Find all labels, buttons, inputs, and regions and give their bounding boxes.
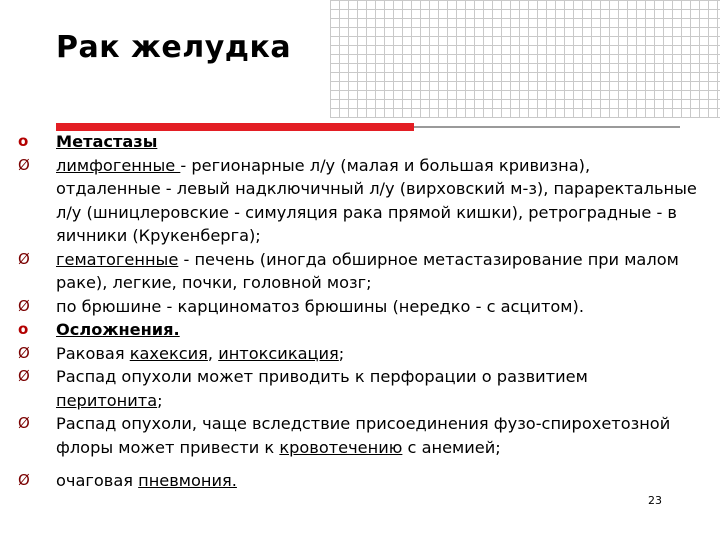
list-item-text — [56, 320, 180, 339]
text-run: Метастазы — [56, 132, 158, 151]
list-item-text — [56, 344, 344, 363]
text-run: интоксикация — [218, 343, 339, 363]
square-bullet-icon: o — [18, 132, 29, 150]
text-run: Распад опухоли может приводить к перфорации о развитием — [56, 367, 588, 386]
list-item-text — [56, 250, 679, 293]
arrow-bullet-icon: Ø — [18, 296, 30, 315]
text-run: по брюшине - карциноматоз брюшины (нередко - с асцитом). — [56, 296, 584, 316]
text-run: ; — [157, 390, 163, 410]
list-item-text — [56, 297, 584, 316]
list-item — [18, 154, 698, 248]
list-item-text — [56, 367, 588, 410]
text-run: - регионарные л/у (малая и большая кривизна), отдаленные - левый надключичный л/у (вирховский м-з), параректальные л/у (шницлеровские - симуляция рака прямой кишки), ретроградные - в яичники (Крукенберга); — [56, 155, 697, 245]
text-run: пневмония. — [138, 471, 237, 490]
list-item-text — [56, 132, 157, 151]
list-item — [18, 130, 698, 154]
text-run: с анемией; — [402, 437, 501, 457]
text-run: Распад опухоли, чаще вследствие присоединения фузо-спирохетозной флоры может привести к — [56, 414, 671, 457]
arrow-bullet-icon: Ø — [18, 343, 30, 362]
arrow-bullet-icon: Ø — [18, 471, 30, 489]
list-item — [18, 318, 698, 342]
title-divider-line — [414, 126, 680, 128]
list-item — [18, 248, 698, 295]
arrow-bullet-icon: Ø — [18, 414, 30, 432]
text-run: лимфогенные — [56, 155, 181, 175]
list-item — [18, 469, 698, 493]
arrow-bullet-icon: Ø — [18, 249, 30, 268]
list-item — [18, 295, 698, 319]
text-run: кровотечению — [279, 437, 403, 457]
text-run: Осложнения. — [56, 320, 180, 339]
text-run: , — [207, 343, 219, 363]
list-item-text — [56, 471, 237, 490]
list-item — [18, 412, 698, 459]
list-item — [18, 365, 698, 412]
text-run: очаговая — [56, 471, 139, 490]
page-number: 23 — [648, 494, 662, 507]
list-item-text — [56, 414, 670, 457]
text-run: - печень (иногда обширное метастазирование при малом раке), легкие, почки, головной мозг; — [56, 249, 679, 292]
text-run: ; — [338, 343, 345, 363]
arrow-bullet-icon: Ø — [18, 155, 30, 174]
arrow-bullet-icon: Ø — [18, 367, 30, 385]
square-bullet-icon: o — [18, 320, 29, 338]
text-run: гематогенные — [56, 249, 179, 269]
decorative-grid — [330, 0, 720, 118]
list-item — [18, 342, 698, 366]
text-run: кахексия — [129, 343, 208, 363]
text-run: перитонита — [56, 390, 158, 410]
bullet-list — [18, 130, 698, 493]
text-run: Раковая — [56, 343, 130, 363]
slide-title: Рак желудка — [56, 30, 292, 65]
list-item-text — [56, 156, 697, 246]
